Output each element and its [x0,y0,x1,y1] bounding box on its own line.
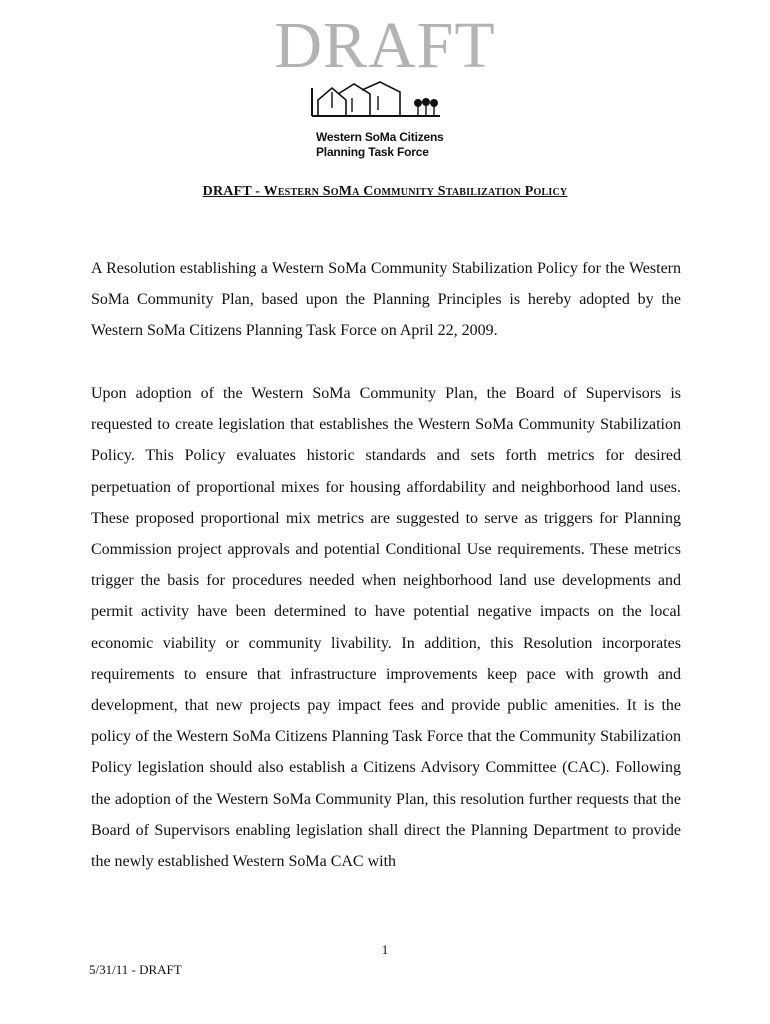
policy-paragraph: Upon adoption of the Western SoMa Community Plan, the Board of Supervisors is requested to create legislation that establishes the Western SoMa Community Stabilization Policy. This Policy evaluates historic standards and sets forth metrics for desired perpetuation of proportional mixes for housing affordability and neighborhood land uses. These proposed proportional mix metrics are suggested to serve as triggers for Planning Commission project approvals and potential Conditional Use requirements. These metrics trigger the basis for procedures needed when neighborhood land use developments and permit activity have been determined to have potential negative impacts on the local economic viability or community livability. In addition, this Resolution incorporates requirements to ensure that infrastructure improvements keep pace with growth and development, that new projects pay impact fees and provide public amenities. It is the policy of the Western SoMa Citizens Planning Task Force that the Community Stabilization Policy legislation should also establish a Citizens Advisory Committee (CAC). Following the adoption of the Western SoMa Community Plan, this resolution further requests that the Board of Supervisors enabling legislation shall direct the Planning Department to provide the newly established Western SoMa CAC with [91,385,681,871]
draft-watermark: DRAFT [274,9,496,82]
resolution-paragraph: A Resolution establishing a Western SoMa Community Stabilization Policy for the Western SoMa Community Plan, based upon the Planning Principles is hereby adopted by the Western SoMa Citizens Planning Task Force on April 22, 2009. [91,260,681,340]
document-title: DRAFT - Western SoMa Community Stabilization Policy [202,184,568,199]
page-number: 1 [381,942,389,957]
task-force-logo [308,78,468,164]
logo-text-line1: Western SoMa Citizens [316,130,444,144]
skyline-icon [308,78,468,128]
logo-text-line2: Planning Task Force [316,145,429,159]
footer-date: 5/31/11 - DRAFT [89,962,182,977]
